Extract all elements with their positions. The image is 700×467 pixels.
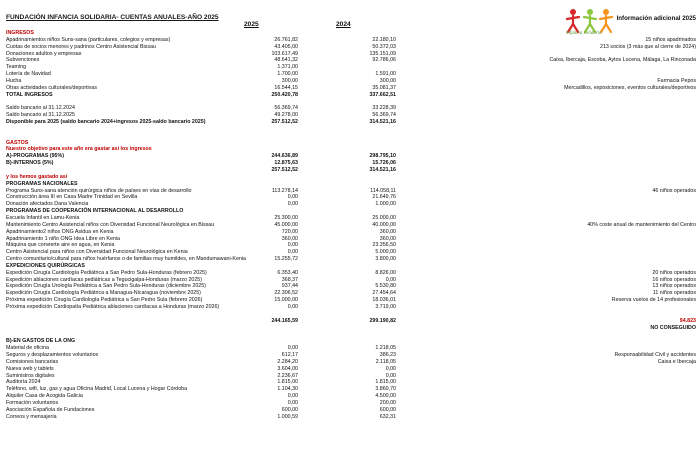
value-2025: 103.617,49: [271, 50, 298, 57]
value-2024: 2.118,05: [375, 358, 396, 365]
row-label: Próxima expedición Cardiopatía Pediátrica ablaciones cardíacas a Honduras (marzo 2026): [6, 304, 220, 310]
value-2024: 92.786,06: [372, 57, 396, 64]
table-row: [0, 119, 700, 125]
row-label: Apadrinamiento 1 niño ONG Idea Libre en Kenia: [6, 235, 120, 242]
value-2025: 612,17: [281, 351, 298, 358]
document-title: FUNDACIÓN INFANCIA SOLIDARIA- CUENTAS ANUALES-AÑO 2025: [6, 14, 219, 21]
value-2024: 18.036,01: [372, 297, 396, 304]
value-2025: 1.104,30: [277, 386, 298, 393]
table-row: [0, 57, 700, 63]
table-row: [0, 44, 700, 50]
row-label: INGRESOS: [6, 30, 34, 36]
table-row: [0, 153, 700, 159]
value-2025: 0,00: [287, 249, 298, 256]
value-2025: 113.278,14: [271, 187, 298, 194]
value-2025: 1.371,00: [277, 64, 298, 71]
value-2024: 15.726,06: [372, 160, 396, 167]
table-row: [0, 318, 700, 324]
table-row: [0, 71, 700, 77]
value-2025: 250.420,78: [271, 91, 298, 98]
row-label: Nueva web y tablets: [6, 365, 54, 372]
value-2024: 22.180,10: [372, 36, 396, 43]
row-label: Expedición Cirugía Cardiología Pediátrica a Managua-Nicaragua (noviembre 2025): [6, 290, 201, 297]
additional-info: Mercadillos, exposiciones, eventos culturales/deportivos: [564, 84, 696, 91]
logo-text: infancia solidaria: [566, 31, 602, 36]
value-2024: 1.591,00: [375, 71, 396, 78]
table-row: [0, 146, 700, 152]
table-row: [0, 188, 700, 194]
row-label: Saldo bancario al 31.12.2025: [6, 112, 75, 119]
table-row: [0, 236, 700, 242]
table-row: [0, 105, 700, 111]
table-row: [0, 325, 700, 331]
value-2025: 22.306,52: [274, 290, 298, 297]
value-2025: 2.236,67: [277, 372, 298, 379]
value-2025: 12.875,63: [274, 160, 298, 167]
additional-info: Caixa e Ibercaja: [657, 358, 696, 365]
table-row: [0, 373, 700, 379]
value-2024: 5.000,00: [375, 249, 396, 256]
row-label: Próxima expedición Cirugía Cardiología Pediátrica a San Pedro Sula (febrero 2026): [6, 297, 203, 304]
value-2025: 45.000,00: [274, 221, 298, 228]
row-label: Programa Suns-sana atención quirúrgica niños de países en vías de desarrollo: [6, 187, 192, 194]
table-row: [0, 283, 700, 289]
row-label: Escuela Infantil en Lamu-Kenia: [6, 214, 80, 221]
table-row: [0, 331, 700, 337]
value-2024: 299.190,82: [369, 317, 396, 324]
row-label: B)-INTERNOS (5%): [6, 160, 54, 167]
value-2024: 21.649,76: [372, 194, 396, 201]
value-2025: 1.700,00: [277, 71, 298, 78]
row-label: Expedición Cirugía Cardiología Pediátrica a San Pedro Sula-Honduras (febrero 2025): [6, 269, 207, 276]
table-row: [0, 167, 700, 173]
value-2025: 49.278,00: [274, 112, 298, 119]
table-row: [0, 311, 700, 317]
value-2024: 0,00: [385, 372, 396, 379]
column-header-2025: 2025: [244, 21, 259, 28]
additional-info: 11 niños operados: [652, 290, 696, 297]
table-row: [0, 112, 700, 118]
additional-info: 40% coste anual de mantenimiento del Centro: [587, 221, 696, 228]
value-2024: 0,00: [385, 276, 396, 283]
row-label: Otras actividades culturales/deportivas: [6, 84, 97, 91]
table-row: [0, 366, 700, 372]
value-2024: 27.454,64: [372, 290, 396, 297]
value-2024: 3.800,00: [375, 256, 396, 263]
value-2024: 200,00: [379, 399, 396, 406]
row-label: Construcción área III en Casa Madre Trinidad en Sevilla: [6, 194, 138, 201]
value-2025: 0,00: [287, 194, 298, 201]
value-2024: 56.369,74: [372, 112, 396, 119]
row-label: Hucha: [6, 77, 22, 84]
additional-info: NO CONSEGUIDO: [650, 324, 696, 331]
value-2024: 337.662,51: [369, 91, 396, 98]
value-2025: 2.284,20: [277, 358, 298, 365]
column-header-2024: 2024: [336, 21, 351, 28]
row-label: Material de oficina: [6, 345, 49, 352]
value-2024: 114.058,11: [370, 187, 396, 194]
table-row: [0, 345, 700, 351]
table-row: [0, 30, 700, 36]
value-2025: 3.604,00: [277, 365, 298, 372]
table-row: [0, 263, 700, 269]
value-2024: 1.000,00: [375, 201, 396, 208]
row-label: Correos y mensajería: [6, 413, 57, 420]
row-label: Lotería de Navidad: [6, 71, 51, 78]
value-2025: 43.405,00: [274, 43, 298, 50]
table-row: [0, 277, 700, 283]
table-row: [0, 359, 700, 365]
value-2025: 0,00: [287, 399, 298, 406]
value-2024: 314.521,16: [369, 119, 396, 126]
table-row: [0, 181, 700, 187]
table-row: [0, 400, 700, 406]
value-2025: 0,00: [287, 393, 298, 400]
table-row: [0, 297, 700, 303]
row-label: Subvenciones: [6, 57, 40, 64]
row-label: B)-EN GASTOS DE LA ONG: [6, 338, 76, 345]
table-row: [0, 242, 700, 248]
value-2025: 56.369,74: [274, 105, 298, 112]
row-label: Comisiones bancarias: [6, 358, 59, 365]
table-row: [0, 37, 700, 43]
row-label: Apadrinamiento2 niños ONG Asidua en Kenia: [6, 228, 114, 235]
additional-info: 20 niños operados: [652, 269, 696, 276]
table-row: [0, 201, 700, 207]
additional-info: Responsabilidad Civil y accidentes: [614, 351, 696, 358]
value-2024: 5.530,80: [375, 283, 396, 290]
row-label: EXPEDICIONES QUIRÚRGICAS: [6, 262, 85, 269]
table-row: [0, 78, 700, 84]
table-row: [0, 290, 700, 296]
value-2025: 15.000,00: [274, 297, 298, 304]
value-2024: 35.081,37: [372, 84, 396, 91]
table-row: [0, 270, 700, 276]
value-2025: 257.512,52: [271, 167, 298, 173]
row-label: y los hemos gastado así: [6, 173, 68, 180]
value-2025: 360,00: [281, 235, 298, 242]
value-2024: 632,31: [379, 413, 396, 420]
row-label: Auditoría 2024: [6, 379, 41, 386]
table-row: [0, 414, 700, 420]
row-label: Donaciones adultos y empresas: [6, 50, 82, 57]
value-2025: 0,00: [287, 304, 298, 310]
value-2024: 3.860,70: [375, 386, 396, 393]
value-2025: 15.255,72: [274, 256, 298, 263]
info-header: Información adicional 2025: [616, 15, 696, 22]
table-row: [0, 99, 700, 105]
additional-info: Caixa, Ibercaja, Escoba, Aytos Lucena, Málaga, La Rinconada: [549, 57, 696, 64]
table-row: [0, 85, 700, 91]
table-row: [0, 174, 700, 180]
row-label: Suministros digitales: [6, 372, 55, 379]
table-row: [0, 304, 700, 310]
value-2025: 600,00: [281, 406, 298, 413]
value-2025: 368,37: [281, 276, 298, 283]
table-row: [0, 160, 700, 166]
value-2024: 1.218,05: [375, 345, 396, 352]
value-2024: 23.356,50: [372, 242, 396, 249]
table-row: [0, 126, 700, 132]
table-row: [0, 256, 700, 262]
value-2024: 298.795,10: [369, 153, 396, 160]
row-label: Formación voluntarios: [6, 399, 59, 406]
row-label: Alquiler Casa de Acogida Galicia: [6, 393, 83, 400]
value-2024: 300,00: [379, 77, 396, 84]
table-row: [0, 393, 700, 399]
row-label: Nuestro objetivo para este año era gastar así los ingresos: [6, 146, 152, 153]
table-row: [0, 338, 700, 344]
value-2025: 1.815,00: [277, 379, 298, 386]
value-2024: 1.815,00: [375, 379, 396, 386]
row-label: Expedición Cirugía Urología Pediátrica a San Pedro Sula-Honduras (diciembre 2025): [6, 283, 206, 290]
value-2025: 25.300,00: [274, 214, 298, 221]
table-row: [0, 133, 700, 139]
value-2025: 300,00: [281, 77, 298, 84]
value-2025: 0,00: [287, 345, 298, 352]
value-2025: 0,00: [287, 201, 298, 208]
row-label: Teléfono, wifi, luz, gas y agua Oficina Madrid, Local Lucena y Hogar Córdoba: [6, 386, 188, 393]
table-row: [0, 208, 700, 214]
value-2024: 135.151,09: [369, 50, 396, 57]
row-label: Centro Asistencial para niños con Diversidad Funcional Neurológica en Kenia: [6, 249, 188, 256]
value-2024: 360,00: [379, 228, 396, 235]
row-label: Donación afectados Dana Valencia: [6, 201, 89, 208]
table-row: [0, 194, 700, 200]
row-label: Máquina que convierte aire en agua, en Kenia: [6, 242, 115, 249]
table-row: [0, 215, 700, 221]
additional-info: 13 niños operados: [652, 283, 696, 290]
value-2024: 50.372,03: [372, 43, 396, 50]
row-label: Cuotas de socios menores y padrinos Centro Asistencial Bissau: [6, 43, 156, 50]
value-2024: 3.719,00: [375, 304, 396, 310]
value-2024: 4.500,00: [375, 393, 396, 400]
row-label: Mantenimiento Centro Asistencial niños con Diversidad Funcional Neurológica en Bissau: [6, 221, 215, 228]
row-label: Apadrinamientos niños Suns-sana (particulares, colegios y empresas): [6, 36, 171, 43]
row-label: Saldo bancario al 31.12.2024: [6, 105, 75, 112]
additional-info: 15 niños apadrinados: [645, 36, 696, 43]
value-2025: 48.641,32: [274, 57, 298, 64]
value-2024: 0,00: [385, 365, 396, 372]
additional-info: 16 niños operados: [652, 276, 696, 283]
additional-info: 94.823: [679, 317, 696, 324]
table-row: [0, 92, 700, 98]
value-2025: 244.636,89: [271, 153, 298, 160]
value-2024: 386,23: [379, 351, 396, 358]
value-2025: 720,00: [281, 228, 298, 235]
row-label: PROGRAMAS NACIONALES: [6, 180, 78, 187]
value-2024: 25.000,00: [372, 214, 396, 221]
row-label: Disponible para 2025 (saldo bancario 2024+ingresos 2025-saldo bancario 2025): [6, 119, 206, 126]
value-2024: 360,00: [379, 235, 396, 242]
row-label: PROGRAMAS DE COOPERACIÓN INTERNACIONAL AL DESARROLLO: [6, 208, 184, 215]
additional-info: Farmacia Pepos: [657, 77, 696, 84]
value-2024: 40.000,00: [372, 221, 396, 228]
value-2024: 8.826,00: [375, 269, 396, 276]
row-label: TOTAL INGRESOS: [6, 91, 53, 98]
table-row: [0, 407, 700, 413]
row-label: Expedición ablaciones cardíacas pediátricas a Tegucigalpa-Honduras (marzo 2025): [6, 276, 202, 283]
row-label: GASTOS: [6, 139, 29, 146]
row-label: Seguros y desplazamientos voluntarios: [6, 351, 99, 358]
value-2024: 33.228,39: [372, 105, 396, 112]
table-row: [0, 379, 700, 385]
value-2025: 16.544,15: [274, 84, 298, 91]
table-row: [0, 249, 700, 255]
value-2025: 257.512,52: [271, 119, 298, 126]
value-2025: 6.353,40: [277, 269, 298, 276]
row-label: A)-PROGRAMAS (95%): [6, 153, 64, 160]
value-2025: 26.761,82: [274, 36, 298, 43]
value-2025: 1.000,59: [277, 413, 298, 420]
row-label: Centro comunitario/cultural para niños huérfanos o de familias muy humildes, en Mandumawani-Kenia: [6, 256, 246, 263]
additional-info: Reserva vuelos de 14 profesionales: [611, 297, 696, 304]
row-label: Teaming: [6, 64, 27, 71]
table-row: [0, 51, 700, 57]
value-2025: 0,00: [287, 242, 298, 249]
value-2025: 244.165,59: [271, 317, 298, 324]
value-2024: 314.521,16: [369, 167, 396, 173]
table-row: [0, 140, 700, 146]
table-row: [0, 64, 700, 70]
table-row: [0, 386, 700, 392]
additional-info: 46 niños operados: [652, 187, 696, 194]
value-2024: 600,00: [379, 406, 396, 413]
additional-info: 213 socios (3 más que al cierre de 2024): [600, 43, 696, 50]
row-label: Asociación Española de Fundaciones: [6, 406, 95, 413]
table-row: [0, 229, 700, 235]
table-row: [0, 352, 700, 358]
value-2025: 937,44: [281, 283, 298, 290]
table-row: [0, 222, 700, 228]
